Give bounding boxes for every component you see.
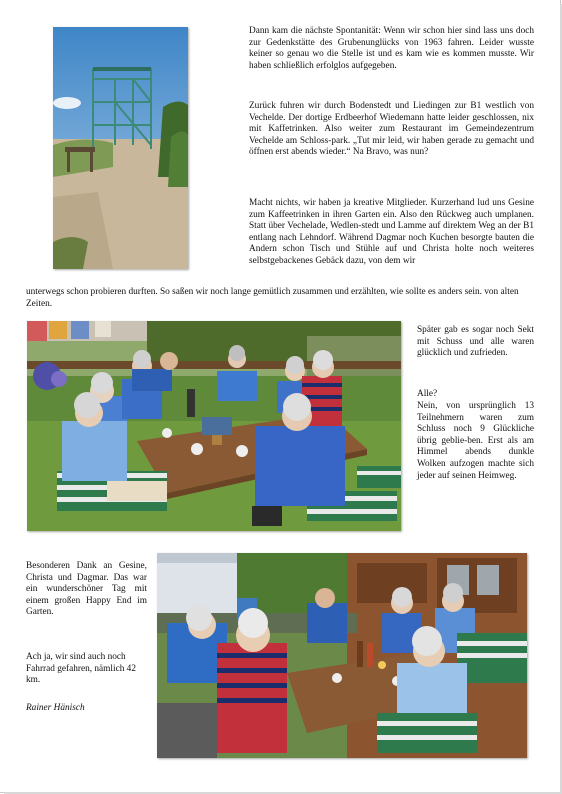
observation-tower-photo [53,27,188,269]
paragraph-gesine-garten: Macht nichts, wir haben ja kreative Mitglieder. Kurzerhand lud uns Gesine zum Kaffeetrinken in ihren Garten ein. Also den Rückweg auch umplanen. Statt über Vechelade, Wedlen-stedt und Lamme auf direktem Weg an der B1 entlang nach Lehndorf. Während Dagmar noch Kuchen besorgte bauten die Andern schon Tisch und Stühle auf und Christa holte noch weiteres selbstgebackenes Gebäck dazu, von dem wir [249,198,534,266]
garden-coffee-table-photo [27,321,401,531]
paragraph-sekt: Später gab es sogar noch Sekt mit Schuss und alle waren glücklich und zufrieden. [417,325,534,359]
paragraph-rueckfahrt: Zurück fuhren wir durch Bodenstedt und Liedingen zur B1 westlich von Vechelde. Der dortige Erdbeerhof Wiedemann hatte leider geschlossen, nix mit Kaffetrinken. Also weiter zum Restaurant im Gemeindezentrum Vechelde am Schloss-park. „Tut mir leid, wir haben gerade zu gemacht und öffnen erst abends wieder.“ Na Bravo, was nun? [249,101,534,158]
paragraph-alle: Alle? [417,389,438,399]
paragraph-fahrrad: Ach ja, wir sind auch noch Fahrrad gefahren, nämlich 42 km. [26,652,136,686]
paragraph-dank: Besonderen Dank an Gesine, Christa und Dagmar. Das war ein wunderschöner Tag mit einem großen Happy End im Garten. [26,561,147,618]
paragraph-garten-fortsetzung: unterwegs schon probieren durften. So saßen wir noch lange gemütlich zusammen und erzählten, wie sollte es anders sein. von alten Zeiten. [26,287,519,309]
signature: Rainer Hänisch [26,703,85,713]
paragraph-heimweg: Nein, von ursprünglich 13 Teilnehmern waren zum Schluss noch 9 Glückliche übrig geblie-ben. Erst als am Himmel abends dunkle Wolken aufzogen machte sich jeder auf seinen Heimweg. [417,401,534,481]
paragraph-grubenunglueck: Dann kam die nächste Spontanität: Wenn wir schon hier sind lass uns doch zur Gedenkstätte des Grubenunglücks von 1963 fahren. Leider wusste keiner so genau wo die Stelle ist und es kam wie es kommen musste. Wir haben schließlich erfolglos aufgegeben. [249,26,534,71]
terrace-table-photo [157,553,527,758]
